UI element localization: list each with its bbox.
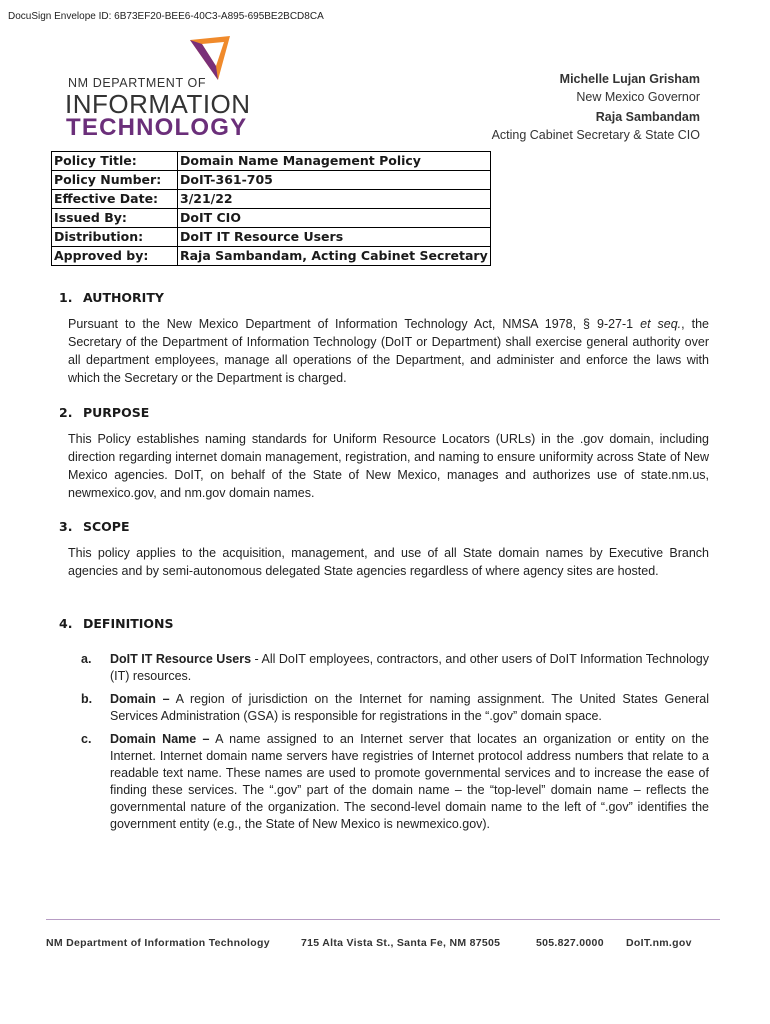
definition-text: - All DoIT employees, contractors, and other users of DoIT Information Technology (IT) resources. (110, 652, 710, 683)
list-item (59, 731, 709, 833)
list-item (59, 651, 709, 685)
section-heading: 3. SCOPE (59, 519, 130, 534)
list-marker: a. (81, 652, 92, 666)
list-marker: b. (81, 692, 93, 706)
policy-value: DoIT IT Resource Users (178, 228, 491, 247)
policy-value: Raja Sambandam, Acting Cabinet Secretary (178, 247, 491, 266)
logo-mark-icon (188, 34, 232, 82)
logo-line-2: INFORMATION (65, 89, 251, 119)
definition-term: Domain Name – (110, 732, 210, 746)
footer-address: 715 Alta Vista St., Santa Fe, NM 87505 (301, 937, 501, 949)
footer-website: DoIT.nm.gov (626, 937, 692, 949)
table-row (52, 228, 491, 247)
list-marker: c. (81, 732, 92, 746)
envelope-id: DocuSign Envelope ID: 6B73EF20-BEE6-40C3-A895-695BE2BCD8CA (8, 11, 324, 22)
policy-key: Policy Number: (52, 171, 178, 190)
definition-text: A region of jurisdiction on the Internet for naming assignment. The United States General Services Administration (GSA) is responsible for registrations in the “.gov” domain space. (110, 692, 709, 723)
definitions-list (59, 651, 709, 833)
cio-name: Raja Sambandam (595, 110, 700, 124)
table-row (52, 190, 491, 209)
policy-key: Approved by: (52, 247, 178, 266)
logo-line-1: NM DEPARTMENT OF (68, 76, 207, 90)
policy-value: 3/21/22 (178, 190, 491, 209)
policy-value: Domain Name Management Policy (178, 152, 491, 171)
definition-text: A name assigned to an Internet server that locates an organization or entity on the Internet. Internet domain name servers have registries of Internet protocol address numbers that relate to a readable text name. These names are used to promote governmental services and to increase the ease of finding these services. The “.gov” part of the domain name – the “top-level” domain name – reflects the governmental nature of the organization. The second-level domain name to the left of “.gov” identifies the government entity (e.g., the State of New Mexico is newmexico.gov). (110, 732, 709, 831)
table-row (52, 171, 491, 190)
section-heading: 2. PURPOSE (59, 405, 150, 420)
table-row (52, 152, 491, 171)
policy-key: Issued By: (52, 209, 178, 228)
policy-key: Distribution: (52, 228, 178, 247)
policy-value: DoIT-361-705 (178, 171, 491, 190)
cio-title: Acting Cabinet Secretary & State CIO (491, 128, 700, 142)
section-definitions (59, 616, 709, 839)
doit-logo (62, 34, 272, 139)
section-text: This Policy establishes naming standards for Uniform Resource Locators (URLs) in the .gov domain, including direction regarding internet domain management, registration, and naming to ensure uniformity across State of New Mexico agencies. DoIT, on behalf of the State of New Mexico, manages and authorizes use of state.nm.us, newmexico.gov, and nm.gov domain names. (68, 432, 709, 500)
definition-term: DoIT IT Resource Users (110, 652, 252, 666)
section-text: This policy applies to the acquisition, management, and use of all State domain names by Executive Branch agencies and by semi-autonomous delegated State agencies regardless of where agency sites are hosted. (68, 546, 709, 578)
policy-info-table (51, 151, 491, 266)
table-row (52, 209, 491, 228)
section-text: Pursuant to the New Mexico Department of Information Technology Act, NMSA 1978, § 9-27-1 et seq., the Secretary of the Department of Information Technology (DoIT or Department) shall exercise general authority over all department employees, manage all operations of the Department, and administer and enforce the laws with which the Secretary or the Department is charged. (68, 317, 710, 385)
governor-title: New Mexico Governor (576, 90, 700, 104)
footer-phone: 505.827.0000 (536, 937, 604, 949)
table-row (52, 247, 491, 266)
logo-line-3: TECHNOLOGY (66, 114, 248, 141)
policy-key: Policy Title: (52, 152, 178, 171)
section-authority (59, 290, 709, 387)
list-item (59, 691, 709, 725)
definition-term: Domain – (110, 692, 170, 706)
governor-name: Michelle Lujan Grisham (559, 72, 700, 86)
footer-org: NM Department of Information Technology (46, 937, 270, 949)
section-purpose (59, 405, 709, 502)
footer-divider (46, 919, 720, 920)
officials-block (492, 70, 700, 146)
section-scope (59, 519, 709, 580)
section-heading: 4. DEFINITIONS (59, 616, 174, 631)
policy-value: DoIT CIO (178, 209, 491, 228)
policy-key: Effective Date: (52, 190, 178, 209)
section-heading: 1. AUTHORITY (59, 290, 164, 305)
